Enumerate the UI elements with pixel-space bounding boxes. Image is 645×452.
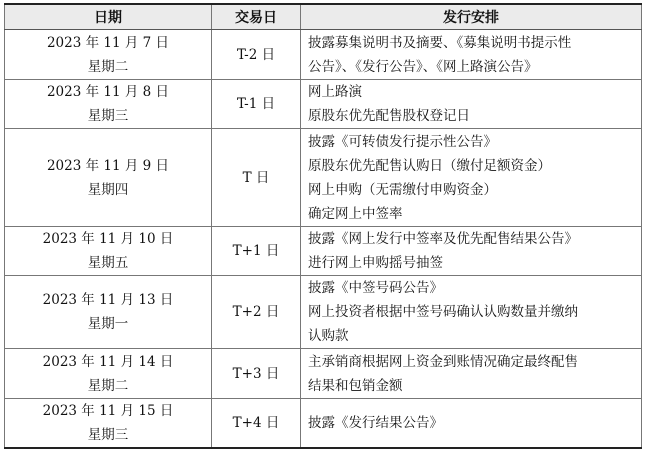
arrangement-cell [301, 129, 642, 227]
date-cell [5, 276, 212, 349]
trading-day-cell: T+1 日 [212, 227, 301, 276]
arrangement-line: 主承销商根据网上资金到账情况确定最终配售 [308, 353, 578, 370]
table-row [5, 80, 642, 129]
table-row [5, 30, 642, 80]
arrangement-line: 披露《发行结果公告》 [308, 415, 443, 431]
arrangement-line: 网上投资者根据中签号码确认认购数量并缴纳 [308, 304, 578, 320]
date-text: 2023 年 11 月 14 日 [42, 353, 174, 370]
arrangement-line: 网上路演 [308, 84, 362, 100]
arrangement-cell [301, 349, 642, 399]
date-text: 2023 年 11 月 9 日 [46, 157, 170, 174]
arrangement-cell [301, 276, 642, 349]
arrangement-line: 披露《网上发行中签率及优先配售结果公告》 [308, 231, 578, 247]
date-text: 2023 年 11 月 13 日 [42, 292, 174, 308]
date-cell [5, 349, 212, 399]
table-row [5, 276, 642, 349]
trading-day-cell: T 日 [212, 129, 301, 227]
arrangement-line: 披露募集说明书及摘要、《募集说明书提示性 [308, 34, 572, 51]
header-date: 日期 [5, 4, 212, 30]
trading-day-cell: T-1 日 [212, 80, 301, 129]
arrangement-line: 公告》、《发行公告》、《网上路演公告》 [308, 58, 538, 75]
arrangement-line: 披露《中签号码公告》 [308, 280, 443, 296]
weekday-text: 星期二 [87, 377, 129, 394]
trading-day-cell: T+4 日 [212, 399, 301, 449]
arrangement-line: 网上申购（无需缴付申购资金） [308, 181, 497, 198]
arrangement-line: 结果和包销金额 [308, 377, 403, 394]
arrangement-cell [301, 30, 642, 80]
date-cell [5, 227, 212, 276]
arrangement-line: 原股东优先配售认购日（缴付足额资金） [308, 157, 551, 174]
weekday-text: 星期一 [87, 316, 129, 332]
weekday-text: 星期三 [87, 427, 129, 443]
arrangement-line: 认购款 [308, 328, 349, 344]
arrangement-line: 进行网上申购摇号抽签 [308, 255, 443, 271]
trading-day-cell: T+3 日 [212, 349, 301, 399]
date-cell [5, 399, 212, 449]
schedule-table-container [4, 3, 641, 449]
table-header-row [5, 4, 642, 30]
date-cell [5, 30, 212, 80]
arrangement-line: 披露《可转债发行提示性公告》 [308, 133, 497, 150]
weekday-text: 星期四 [87, 181, 129, 198]
arrangement-cell [301, 227, 642, 276]
date-cell [5, 129, 212, 227]
weekday-text: 星期三 [87, 108, 129, 124]
trading-day-cell: T+2 日 [212, 276, 301, 349]
arrangement-cell [301, 399, 642, 449]
date-text: 2023 年 11 月 7 日 [46, 34, 170, 51]
date-text: 2023 年 11 月 8 日 [46, 84, 170, 100]
table-row [5, 349, 642, 399]
header-trading-day: 交易日 [212, 4, 301, 30]
trading-day-cell: T-2 日 [212, 30, 301, 80]
date-text: 2023 年 11 月 10 日 [42, 231, 174, 247]
date-text: 2023 年 11 月 15 日 [42, 403, 174, 419]
arrangement-line: 原股东优先配售股权登记日 [308, 108, 470, 124]
header-arrangement: 发行安排 [301, 4, 642, 30]
weekday-text: 星期五 [87, 255, 129, 271]
date-cell [5, 80, 212, 129]
arrangement-cell [301, 80, 642, 129]
table-row [5, 399, 642, 449]
table-row [5, 227, 642, 276]
table-row [5, 129, 642, 227]
arrangement-line: 确定网上中签率 [308, 205, 403, 222]
issuance-schedule-table [4, 3, 642, 449]
weekday-text: 星期二 [87, 58, 129, 75]
